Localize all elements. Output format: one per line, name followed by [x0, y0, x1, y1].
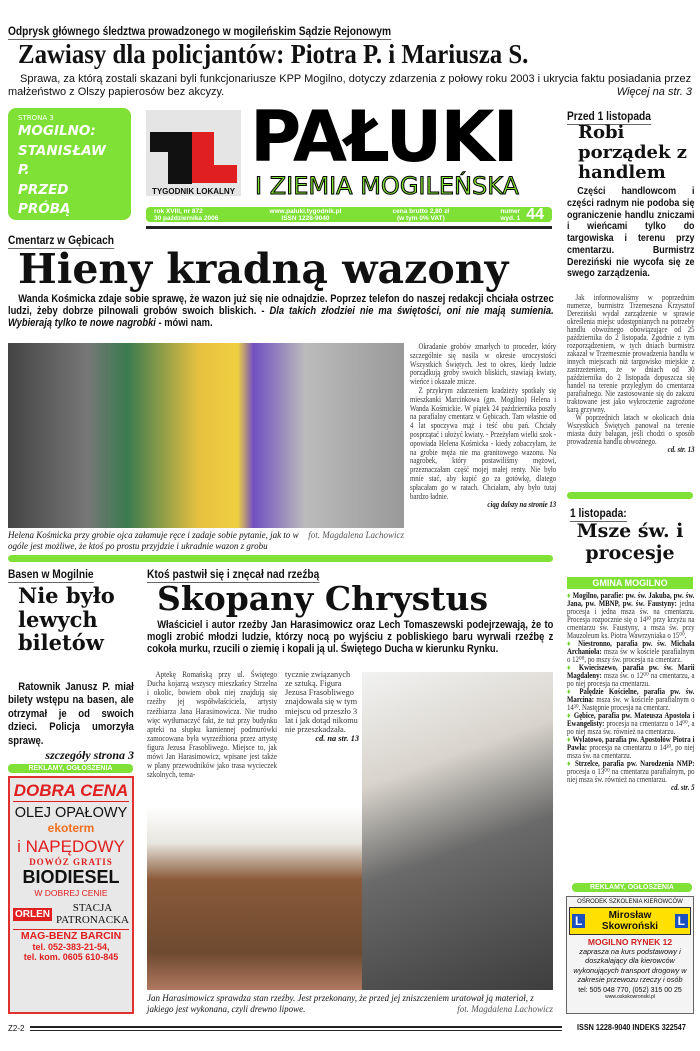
list-item: ♦ Gębice, parafia pw. Mateusza Apostoła i Ewangelisty: procesja na cmentarzu o 14⁰⁰, a po niej msza św. również na cmentarzu.: [567, 711, 695, 736]
chrystus-caption: Jan Harasimowicz sprawdza stan rzeźby. Jest przekonany, że przed jej zniszczeniem uratował ją materiał, z jakiego jest wykonana, czyli drewno lipowe. fot. Magdalena Lachowicz: [147, 993, 553, 1014]
page-number: Z2-2: [8, 1024, 25, 1033]
sculpture-photo: [362, 672, 553, 990]
sculpture-photo-left: [147, 806, 362, 990]
hieny-lead: Wanda Kośmicka zdaje sobie sprawę, że wazon już się nie odnajdzie. Poprzez telefon do naszej redakcji chciała ostrzec ludzi, żeby dobrze pilnowali grobów swoich bliskich. - Dla takich złodziei nie ma świętości, oni nie mają sumienia. Wybierają tylko te nowe nagrobki - mówi nam.: [8, 293, 554, 330]
top-lead: Sprawa, za którą zostali skazani byli funkcjonariusze KPP Mogilno, dotyczy zdarzenia z połowy roku 2003 i ukrycia faktu posiadania przez małżeństwo z Olszy papierosów bez akcyzy. Więcej na str. 3: [8, 73, 692, 99]
driving-school-ad[interactable]: OŚRODEK SZKOLENIA KIEROWCÓW L Mirosław Skowroński L MOGILNO RYNEK 12 zaprasza na kurs podstawowy i doszkalający dla kierowców wykonujących transport drogowy w zakresie przewozu rzeczy i osób tel: 505 048 770, (052) 315 00 25 www.oskskowronski.pl: [566, 896, 694, 1014]
site-url[interactable]: www.paluki.tygodnik.pl: [269, 207, 342, 215]
more-link[interactable]: szczegóły strona 3: [45, 748, 134, 762]
continue-link[interactable]: cd. str. 5: [671, 783, 695, 792]
hieny-body: Okradanie grobów zmarłych to proceder, który szczególnie się nasila w okresie uroczystości Wszystkich Świętych. Jest to okres, kiedy ludzie porządkują groby swoich bliskich, stawiają kwiaty, wieńce i okazałe znicze. Z przykrym zdarzeniem kradzieży spotkały się mieszkanki Marcinkowa (gm. Mogilno) Helena i Wanda Kośmickie. W piątek 24 października poszły na parafialny cmentarz w Gębicach. Tam właśnie od 4 lat spoczywa mąż i teść obu pań. Chciały posprzątać i ułożyć kwiaty. - Przeżyłam wielki szok - opowiada Helena Kośmicka - kiedy zobaczyłam, że na grobie męża nie ma granitowego wazonu. Na nagrobek, który postawiliśmy mężowi, przeznaczałam część mojej małej renty. Nie było mnie stać, aby kupić go za gotówkę, dlatego spłacałam go w ratach. Chciałam, aby było tutaj bardzo ładnie. ciąg dalszy na stronie 13: [410, 342, 557, 510]
more-link[interactable]: Więcej na str. 3: [616, 86, 692, 99]
masthead-subtitle: I ZIEMIA MOGILEŃSKA: [255, 172, 519, 200]
masthead-title: PAŁUKI: [250, 96, 517, 178]
footer-rule: [30, 1026, 562, 1031]
promo-text: MOGILNO: STANISŁAW P. PRZED PRÓBĄ: [18, 123, 106, 218]
cemetery-photo: [8, 343, 404, 528]
top-headline[interactable]: Zawiasy dla policjantów: Piotra P. i Mariusza S.: [18, 39, 529, 69]
handel-body: Jak informowaliśmy w poprzednim numerze, burmistrz Trzemeszna Krzysztof Dereziński wydał zarządzenie w sprawie określenia miejsc udostępnianych na potrzeby handlu obwoźnego obowiązujące od 25 października do 2 listopada. Zgodnie z tym rozporządzeniem, w tych dniach burmistrz zakazał w Trzemesznie prowadzenia handlu w innych miejscach niż targowisko miejskie z zastrzeżeniem, że w dniach od 30 października do 2 listopada dopuszcza się handel na terenie przyległym do cmentarza parafialnego. Nie zastosowanie się do zakazu traktowane jest jako wykroczenie zagrożone karą grzywny. W poprzednich latach w okolicach dnia Wszystkich Świętych panował na terenie miasta duży bałagan, jeśli chodzi o sposób prowadzenia handlu obwoźnego. cd. str. 13: [567, 293, 695, 454]
promo-box[interactable]: STRONA 3 MOGILNO: STANISŁAW P. PRZED PRÓBĄ: [8, 108, 131, 220]
list-item: ♦ Niestronno, parafia pw. św. Michała Archanioła: msza św w kościele parafialnym o 12⁰⁰, po mszy św. procesja na cmentarz.: [567, 639, 695, 664]
list-item: ♦ Kwieciszewo, parafia pw. św. Marii Magdaleny: msza św. o 12⁰⁰ na cmentarzu, a po niej procesja na cmentarzu.: [567, 663, 695, 688]
list-item: ♦ Mogilno, parafie: pw. św. Jakuba, pw. św. Jana, pw. MBNP, pw. św. Faustyny: jedna procesja i jedna msza św. na cmentarzu. Procesja rozpocznie się o 14³⁰ przy krzyżu na cmentarzu św. Faustyny, a msza św. przy Mauzoleum ks. Piotra Wawrzyniaka o 15⁰⁰.: [567, 591, 695, 640]
divider-bar: [8, 555, 553, 562]
list-item: ♦ Wylatowo, parafia pw. Apostołów Piotra i Pawła: procesja na cmentarzu o 14³⁰, po niej msza św. na cmentarzu.: [567, 735, 695, 760]
continue-link[interactable]: ciąg dalszy na stronie 13: [487, 500, 557, 510]
fuel-ad[interactable]: DOBRA CENA OLEJ OPAŁOWY ekoterm i NAPĘDOWY DOWÓZ GRATIS BIODIESEL W DOBREJ CENIE ORLEN STACJA PATRONACKA MAG-BENZ BARCIN tel. 052-383-21-54, tel. kom. 0605 610-845: [8, 776, 134, 1014]
hieny-caption: fot. Magdalena Lachowicz Helena Kośmicka przy grobie ojca załamuje ręce i zadaje sobie pytanie, jak to w ogóle jest możliwe, że ktoś po prostu przyjdzie i ukradnie wazon z grobu: [8, 530, 404, 551]
basen-headline[interactable]: Nie było lewych biletów: [18, 583, 115, 656]
tl-logo: TYGODNIK LOKALNY: [146, 110, 241, 196]
masthead-infobar: rok XVIII, nr 872 30 października 2006 www.paluki.tygodnik.pl ISSN 1228-9040 cena brutto 2,80 zł (w tym 0% VAT) numer wyd. 1 44: [146, 207, 552, 222]
top-kicker: Odprysk głównego śledztwa prowadzonego w mogileńskim Sądzie Rejonowym: [8, 24, 392, 38]
list-item: ♦ Strzelce, parafia pw. Narodzenia NMP: procesja o 13⁰⁰ na cmentarzu parafialnym, po niej msza św. również na cmentarzu.: [567, 759, 695, 784]
chrystus-headline[interactable]: Skopany Chrystus: [157, 579, 489, 618]
handel-headline[interactable]: Robi porządek z handlem: [578, 122, 687, 183]
list-item: ♦ Palędzie Kościelne, parafia pw. św. Marcina: msza św. w kościele parafialnym o 14³⁰. Następnie procesja na cmentarz.: [567, 687, 695, 712]
orlen-logo: ORLEN: [15, 908, 50, 920]
msze-headline[interactable]: Msze św. i procesje: [576, 520, 684, 564]
hieny-headline[interactable]: Hieny kradną wazony: [18, 245, 509, 293]
msze-list: [567, 592, 695, 792]
